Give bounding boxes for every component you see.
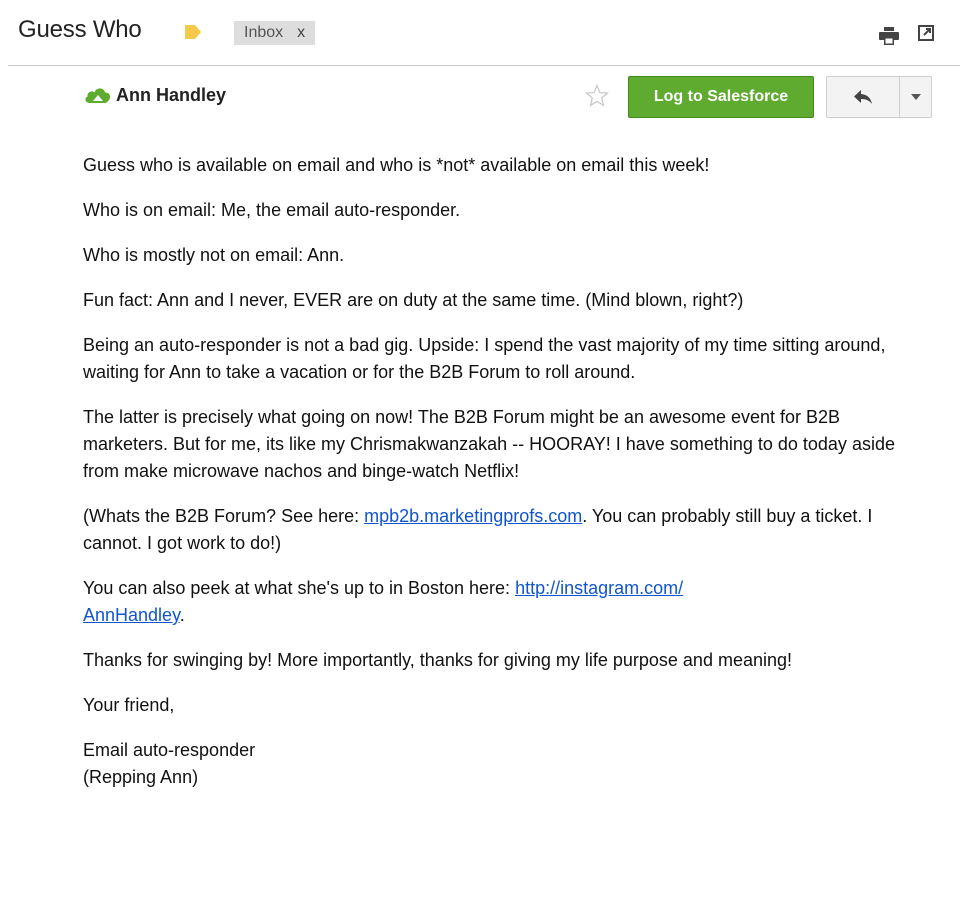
message-body xyxy=(83,152,913,809)
body-paragraph: Who is on email: Me, the email auto-responder. xyxy=(83,200,461,220)
print-icon[interactable] xyxy=(879,27,899,45)
signature-line: (Repping Ann) xyxy=(83,767,199,787)
body-text-span: . xyxy=(179,605,185,625)
sender-name[interactable]: Ann Handley xyxy=(116,85,227,105)
more-options-button[interactable] xyxy=(900,77,931,117)
body-paragraph: Fun fact: Ann and I never, EVER are on duty at the same time. (Mind blown, right?) xyxy=(83,290,744,310)
instagram-link-part: http://instagram.com/ xyxy=(515,578,684,598)
message-header xyxy=(0,0,975,66)
star-icon[interactable] xyxy=(585,84,609,108)
signature xyxy=(83,737,913,791)
tag-icon[interactable] xyxy=(185,24,201,40)
reply-arrow-icon xyxy=(853,89,873,105)
inbox-label-chip[interactable] xyxy=(234,21,315,45)
body-paragraph: Thanks for swinging by! More importantly, thanks for giving my life purpose and meaning! xyxy=(83,650,793,670)
reply-button-group xyxy=(826,76,932,118)
signature-line: Email auto-responder xyxy=(83,740,256,760)
body-text-span: You can also peek at what she's up to in Boston here: xyxy=(83,578,516,598)
log-to-salesforce-button[interactable]: Log to Salesforce xyxy=(628,76,814,118)
body-paragraph: Being an auto-responder is not a bad gig. Upside: I spend the vast majority of my time sitting around, waiting for Ann to take a vacation or for the B2B Forum to roll around. xyxy=(83,335,886,382)
instagram-link-part: AnnHandley xyxy=(83,605,180,625)
popout-icon[interactable] xyxy=(918,25,934,41)
body-text-span: (Whats the B2B Forum? See here: xyxy=(83,506,365,526)
body-paragraph: The latter is precisely what going on now! The B2B Forum might be an awesome event for B2B marketers. But for me, its like my Chrismakwanzakah -- HOORAY! I have something to do today aside from make microwave nachos and binge-watch Netflix! xyxy=(83,407,895,481)
subject-title: Guess Who xyxy=(18,16,142,43)
closing-line: Your friend, xyxy=(83,695,175,715)
body-paragraph: Guess who is available on email and who is *not* available on email this week! xyxy=(83,155,710,175)
b2b-forum-link[interactable]: mpb2b.marketingprofs.com xyxy=(364,506,583,526)
body-paragraph xyxy=(83,575,913,629)
chevron-down-icon xyxy=(911,94,921,100)
body-paragraph xyxy=(83,503,913,557)
reply-button[interactable] xyxy=(827,77,899,117)
body-text-span: . You can probably still buy a ticket. I cannot. I got work to do!) xyxy=(83,506,873,553)
body-paragraph: Who is mostly not on email: Ann. xyxy=(83,245,345,265)
remove-label-button[interactable]: x xyxy=(297,24,306,41)
cloud-icon xyxy=(84,86,112,104)
inbox-label-text: Inbox xyxy=(244,24,284,41)
